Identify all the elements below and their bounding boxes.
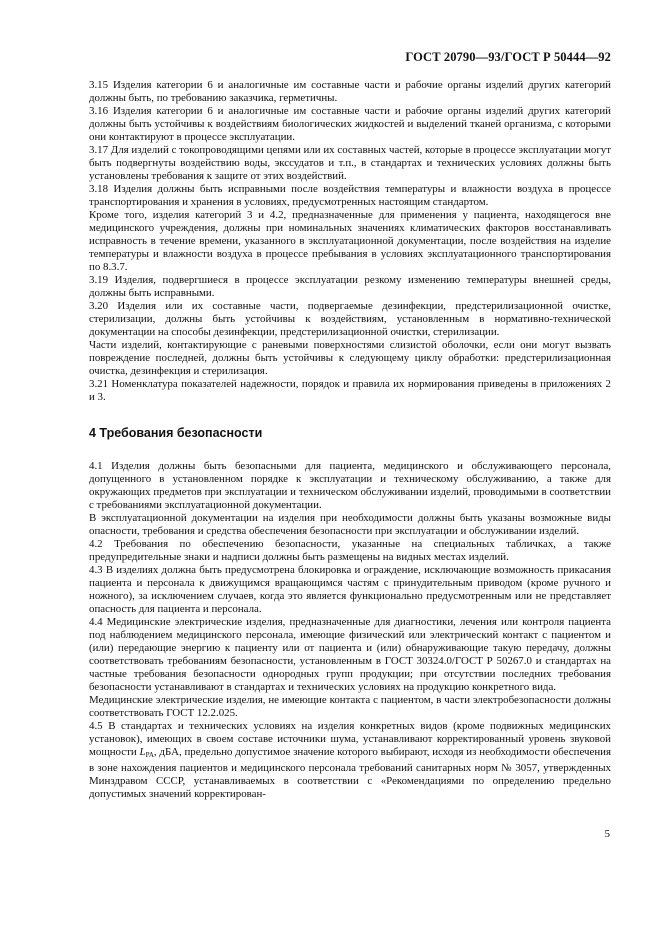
paragraph-4-4-continued: Медицинские электрические изделия, не имеющие контакта с пациентом, в части электробезопасности должны соответствовать ГОСТ 12.2.025. xyxy=(89,694,611,719)
paragraph-4-4: 4.4 Медицинские электрические изделия, предназначенные для диагностики, лечения или контроля пациента под наблюдением медицинского персонала, имеющие физический или электрический контакт с пациентом и (или) передающие энергию к пациенту или от пациента и (или) обнаруживающие такую передачу, должны соответствовать требованиям безопасности, установленным в ГОСТ 30324.0/ГОСТ Р 50267.0 и стандартах на частные требования безопасности однородных групп продукции; при отсутствии последних требования безопасности устанавливают в стандартах и технических условиях на продукцию конкретного вида. xyxy=(89,616,611,693)
page-number: 5 xyxy=(604,828,610,840)
paragraph-4-5-text-start: 4.5 В стандартах и технических условиях на изделия конкретных видов (кроме подвижных медицинских установок), имеющих в своем составе источники шума, устанавливают корректированный уровень звуковой мощности xyxy=(89,720,611,758)
paragraph-3-18-continued: Кроме того, изделия категорий 3 и 4.2, предназначенные для применения у пациента, находящегося вне медицинского учреждения, должны при номинальных значениях климатических факторов восстанавливать исправность в течение времени, указанного в эксплуатационной документации, после воздействия на изделие температуры и влажности воздуха в процессе пребывания в условиях эксплуатационного транспортирования по 8.3.7. xyxy=(89,209,611,273)
paragraph-4-5 xyxy=(89,720,611,801)
document-body xyxy=(89,79,611,801)
paragraph-3-21: 3.21 Номенклатура показателей надежности, порядок и правила их нормирования приведены в приложениях 2 и 3. xyxy=(89,378,611,403)
paragraph-3-19: 3.19 Изделия, подвергшиеся в процессе эксплуатации резкому изменению температуры внешней среды, должны быть исправными. xyxy=(89,274,611,299)
sound-power-subscript: PA xyxy=(145,751,154,759)
paragraph-3-15: 3.15 Изделия категории 6 и аналогичные им составные части и рабочие органы изделий других категорий должны быть, по требованию заказчика, герметичны. xyxy=(89,79,611,104)
paragraph-4-1-continued: В эксплуатационной документации на изделия при необходимости должны быть указаны возможные виды опасности, требования и средства обеспечения безопасности при эксплуатации и обслуживании изделий. xyxy=(89,512,611,537)
paragraph-3-20-continued: Части изделий, контактирующие с раневыми поверхностями слизистой оболочки, если они могут вызвать повреждение последней, должны быть устойчивы к следующему циклу обработки: предстерилизационная очистка, дезинфекция и стерилизация. xyxy=(89,339,611,377)
paragraph-4-2: 4.2 Требования по обеспечению безопасности, указанные на специальных табличках, а также предупредительные знаки и надписи должны быть размещены на видных местах изделий. xyxy=(89,538,611,563)
paragraph-3-18: 3.18 Изделия должны быть исправными после воздействия температуры и влажности воздуха в процессе транспортирования и хранения в условиях, предусмотренных настоящим стандартом. xyxy=(89,183,611,208)
paragraph-3-16: 3.16 Изделия категории 6 и аналогичные им составные части и рабочие органы изделий других категорий должны быть устойчивы к воздействиям биологических жидкостей и выделений тканей организма, с которыми они контактируют в процессе эксплуатации. xyxy=(89,105,611,143)
paragraph-4-5-text-end: , дБА, предельно допустимое значение которого выбирают, исходя из необходимости обеспечения в зоне нахождения пациентов и медицинского персонала требований санитарных норм № 3057, утвержденных Минздравом СССР, устанавливаемых в соответствии с «Рекомендациями по определению предельно допустимых значений корректирован- xyxy=(89,746,611,800)
paragraph-3-20: 3.20 Изделия или их составные части, подвергаемые дезинфекции, предстерилизационной очистке, стерилизации, должны быть устойчивы к воздействиям, установленным в нормативно-технической документации на способы дезинфекции, предстерилизационной очистки, стерилизации. xyxy=(89,300,611,338)
document-header: ГОСТ 20790—93/ГОСТ Р 50444—92 xyxy=(405,50,611,64)
paragraph-3-17: 3.17 Для изделий с токопроводящими цепями или их составных частей, которые в процессе эксплуатации могут быть подвергнуты воздействию воды, экссудатов и т.п., в стандартах и технических условиях должны быть установлены требования к защите от этих воздействий. xyxy=(89,144,611,182)
section-heading: 4 Требования безопасности xyxy=(89,426,263,440)
paragraph-4-3: 4.3 В изделиях должна быть предусмотрена блокировка и ограждение, исключающие возможность прикасания пациента и персонала к движущимся вращающимся частям с принудительным приводом (кроме ручного и ножного), за исключением случаев, когда это является функционально предусмотренным или не представляет опасность для пациента и персонала. xyxy=(89,564,611,615)
sound-power-symbol: L xyxy=(139,746,146,758)
paragraph-4-1: 4.1 Изделия должны быть безопасными для пациента, медицинского и обслуживающего персонала, допущенного в установленном порядке к эксплуатации и техническому обслуживанию, а также для окружающих предметов при эксплуатации и техническом обслуживании изделий, проводимыми в соответствии с требованиями эксплуатационной документации. xyxy=(89,460,611,511)
